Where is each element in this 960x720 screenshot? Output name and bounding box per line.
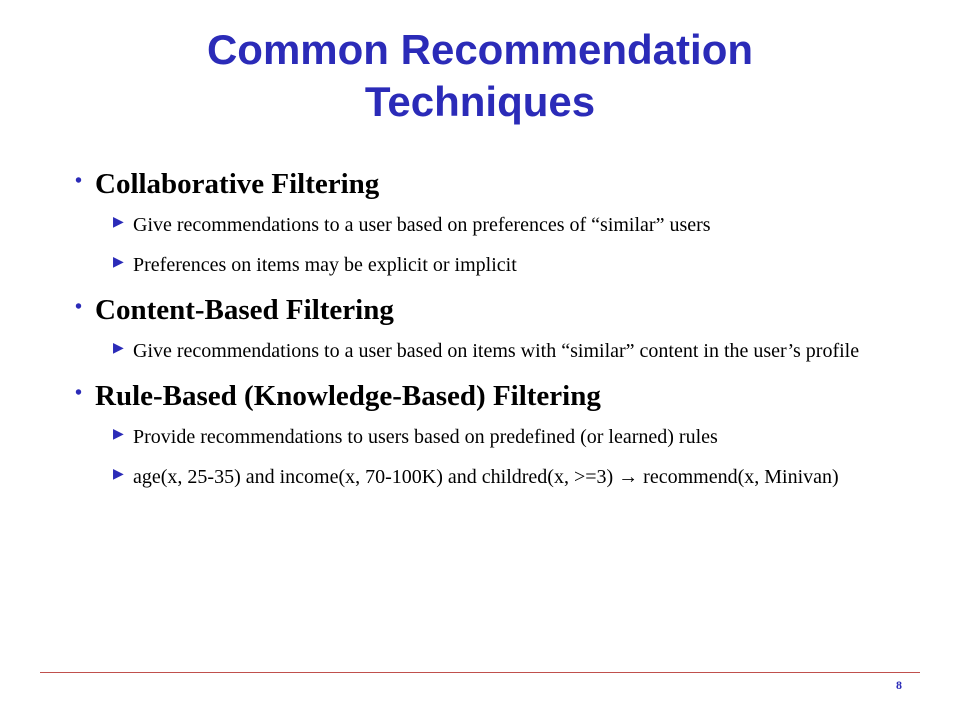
bullet-label: Content-Based Filtering (95, 294, 394, 326)
page-number: 8 (896, 678, 902, 692)
bullet-dot-icon: • (75, 170, 83, 192)
slide-title-line-1: Common Recommendation (206, 26, 754, 73)
sub-bullet-text: Give recommendations to a user based on items with “similar” content in the user’s profile (133, 340, 860, 362)
footer-divider (40, 672, 920, 673)
sub-bullet (113, 212, 895, 238)
bullet-label: Rule-Based (Knowledge-Based) Filtering (95, 380, 601, 412)
bullet-list (75, 166, 895, 490)
sub-bullet (113, 424, 895, 450)
sub-bullet (113, 338, 895, 364)
sub-bullet (113, 464, 895, 490)
sub-bullet-text: Preferences on items may be explicit or implicit (133, 254, 517, 276)
triangle-right-icon: ▶ (113, 427, 124, 442)
bullet-dot-icon: • (75, 296, 83, 318)
triangle-right-icon: ▶ (113, 341, 124, 356)
bullet-rule-based-filtering (75, 378, 895, 414)
triangle-right-icon: ▶ (113, 215, 124, 230)
sub-bullet-text: Provide recommendations to users based on predefined (or learned) rules (133, 426, 718, 448)
triangle-right-icon: ▶ (113, 467, 124, 482)
slide-title-line-2: Techniques (364, 78, 596, 125)
triangle-right-icon: ▶ (113, 255, 124, 270)
sub-bullet-text: age(x, 25-35) and income(x, 70-100K) and childred(x, >=3) → recommend(x, Minivan) (133, 466, 839, 488)
bullet-collaborative-filtering (75, 166, 895, 202)
bullet-label: Collaborative Filtering (95, 168, 380, 200)
bullet-dot-icon: • (75, 382, 83, 404)
sub-bullet-text: Give recommendations to a user based on preferences of “similar” users (133, 214, 711, 236)
sub-bullet (113, 252, 895, 278)
bullet-content-based-filtering (75, 292, 895, 328)
slide-title (0, 24, 960, 128)
